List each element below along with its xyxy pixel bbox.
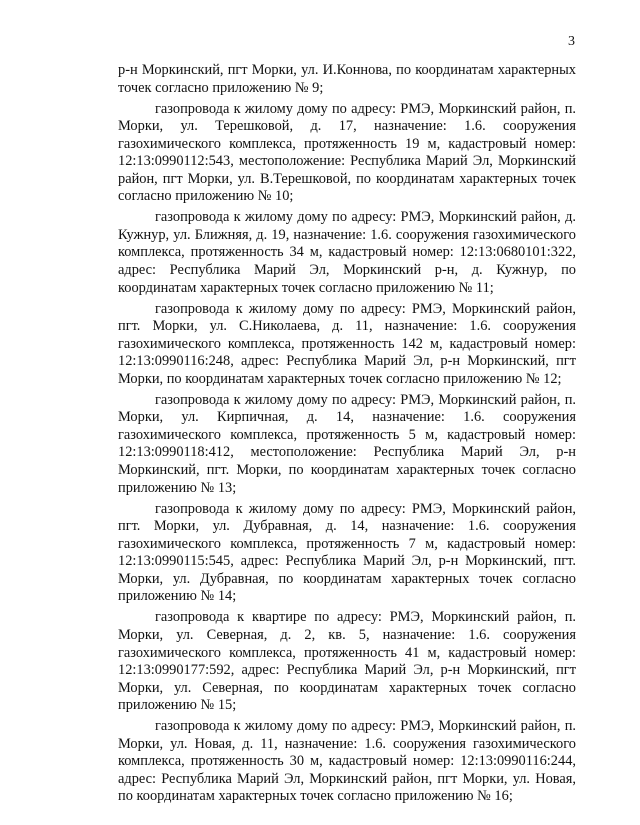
paragraph-3: газопровода к жилому дому по адресу: РМЭ, Моркинский район, д. Кужнур, ул. Ближняя, д. 19, назначение: 1.6. сооружения газохимического комплекса, протяженность 34 м, кадастровый номер: 12:13:0680101:322, адрес: Республика Марий Эл, Моркинский р-н, д. Кужнур, по координатам характерных точек согласно приложению № 11;	[118, 209, 576, 296]
paragraph-8: газопровода к жилому дому по адресу: РМЭ, Моркинский район, п. Морки, ул. Новая, д. 11, назначение: 1.6. сооружения газохимического комплекса, протяженность 30 м, кадастровый номер: 12:13:0990116:244, адрес: Республика Марий Эл, Моркинский район, пгт Морки, ул. Новая, по координатам характерных точек согласно приложению № 16;	[118, 718, 576, 805]
paragraph-4: газопровода к жилому дому по адресу: РМЭ, Моркинский район, пгт. Морки, ул. С.Николаева, д. 11, назначение: 1.6. сооружения газохимического комплекса, протяженность 142 м, кадастровый номер: 12:13:0990116:248, адрес: Республика Марий Эл, р-н Моркинский, пгт Морки, по координатам характерных точек согласно приложению № 12;	[118, 300, 576, 387]
paragraph-7: газопровода к квартире по адресу: РМЭ, Моркинский район, п. Морки, ул. Северная, д. 2, кв. 5, назначение: 1.6. сооружения газохимического комплекса, протяженность 41 м, кадастровый номер: 12:13:0990177:592, адрес: Республика Марий Эл, р-н Моркинский, пгт Морки, ул. Северная, по координатам характерных точек согласно приложению № 15;	[118, 609, 576, 714]
document-body	[118, 62, 576, 809]
paragraph-1: р-н Моркинский, пгт Морки, ул. И.Коннова, по координатам характерных точек согласно приложению № 9;	[118, 62, 576, 96]
paragraph-2: газопровода к жилому дому по адресу: РМЭ, Моркинский район, п. Морки, ул. Терешковой, д. 17, назначение: 1.6. сооружения газохимического комплекса, протяженность 19 м, кадастровый номер: 12:13:0990112:543, местоположение: Республика Марий Эл, Моркинский район, пгт Морки, ул. В.Терешковой, по координатам характерных точек согласно приложению № 10;	[118, 100, 576, 205]
paragraph-6: газопровода к жилому дому по адресу: РМЭ, Моркинский район, пгт. Морки, ул. Дубравная, д. 14, назначение: 1.6. сооружения газохимического комплекса, протяженность 7 м, кадастровый номер: 12:13:0990115:545, адрес: Республика Марий Эл, р-н Моркинский, пгт. Морки, ул. Дубравная, по координатам характерных точек согласно приложению № 14;	[118, 500, 576, 605]
page-number: 3	[568, 34, 575, 49]
paragraph-5: газопровода к жилому дому по адресу: РМЭ, Моркинский район, п. Морки, ул. Кирпичная, д. 14, назначение: 1.6. сооружения газохимического комплекса, протяженность 5 м, кадастровый номер: 12:13:0990118:412, местоположение: Республика Марий Эл, р-н Моркинский, пгт. Морки, по координатам характерных точек согласно приложению № 13;	[118, 391, 576, 496]
